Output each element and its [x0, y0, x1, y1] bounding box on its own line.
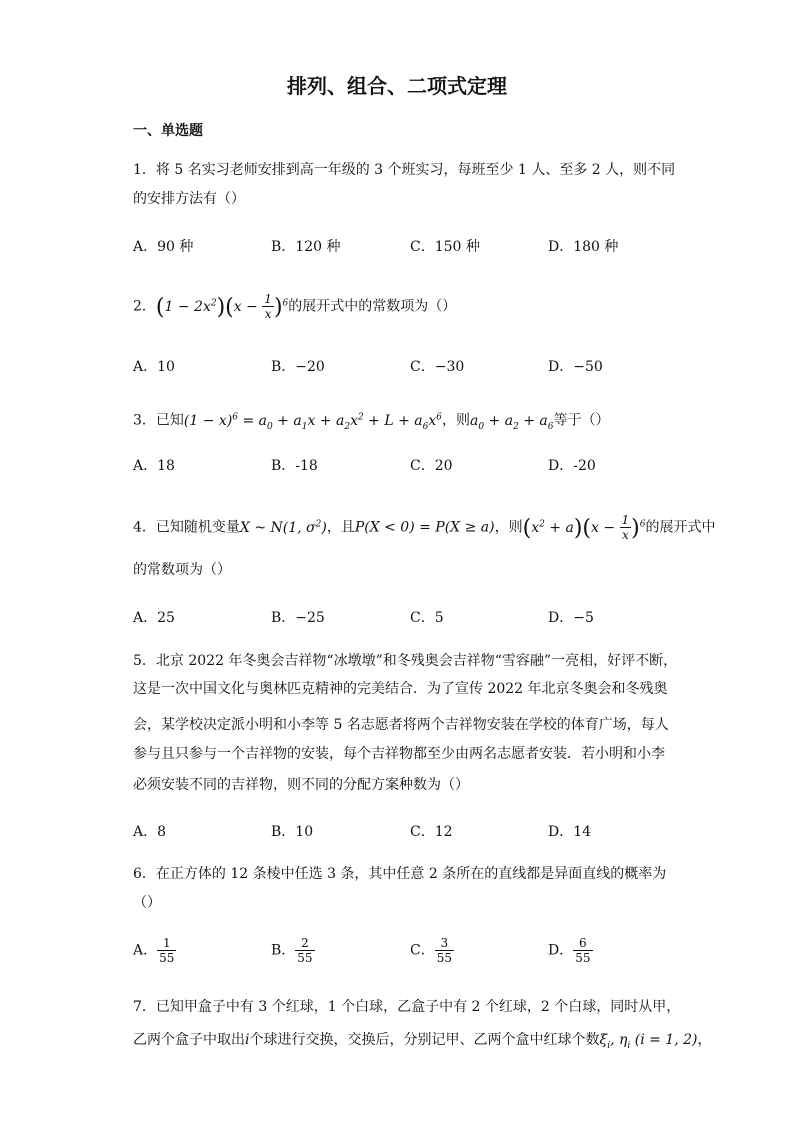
- q4-option-a: A．25: [133, 610, 175, 626]
- q6-option-b-numerator: 2: [295, 936, 314, 951]
- q2-option-c: C．−30: [410, 359, 465, 375]
- q6-option-b: [271, 936, 315, 965]
- question-5-line-2: 这是一次中国文化与奥林匹克精神的完美结合．为了宣传 2022 年北京冬奥会和冬残奥: [133, 681, 668, 697]
- q2-option-d: D．−50: [548, 359, 603, 375]
- q1-option-b: B．120 种: [271, 239, 341, 255]
- question-3: [133, 404, 610, 439]
- question-1-line-2: 的安排方法有（）: [133, 191, 245, 207]
- q2-prefix: 2．: [133, 298, 156, 315]
- q3-mid: ，则: [441, 412, 470, 429]
- q6-option-d-numerator: 6: [573, 936, 592, 951]
- question-2: [133, 290, 456, 321]
- q4-distribution: X ~ N(1, $\sigma^2$): [239, 519, 327, 536]
- q4-prefix: 4．已知随机变量: [133, 519, 240, 536]
- page-title: 排列、组合、二项式定理: [287, 74, 507, 98]
- q7-variables: $\xi_i$, $\eta_i$ (i = 1, 2): [599, 1032, 698, 1051]
- q7-line-2a: 乙两个盒子中取出: [133, 1032, 245, 1048]
- q7-line-2b: 个球进行交换，交换后，分别记甲、乙两个盒中红球个数: [249, 1032, 600, 1048]
- q6-option-a-label: A．: [133, 942, 158, 959]
- question-4-line-2: 的常数项为（）: [133, 562, 231, 578]
- q5-option-c: C．12: [410, 824, 453, 840]
- question-5-line-3: 会，某学校决定派小明和小李等 5 名志愿者将两个吉祥物安装在学校的体育广场，每人: [133, 717, 669, 733]
- q7-variable-i: i: [245, 1032, 250, 1048]
- q6-option-c: [410, 936, 454, 965]
- q6-option-c-label: C．: [410, 942, 435, 959]
- q6-option-a-numerator: 1: [157, 936, 176, 951]
- q7-line-2c: ，: [697, 1032, 712, 1048]
- q3-suffix: 等于（）: [553, 412, 610, 429]
- q6-option-b-label: B．: [271, 942, 296, 959]
- q4-probability: P(X < 0) = P(X ≥ a): [354, 519, 495, 536]
- q2-option-a: A．10: [133, 359, 175, 375]
- q6-option-b-fraction: [295, 936, 314, 965]
- question-1-line-1: 1．将 5 名实习老师安排到高一年级的 3 个班实习，每班至少 1 人、至多 2 人，则不同: [133, 162, 676, 178]
- q6-option-c-denominator: 55: [436, 951, 452, 965]
- q6-option-a-denominator: 55: [159, 951, 175, 965]
- q5-option-d: D．14: [548, 824, 592, 840]
- q6-option-c-fraction: [435, 936, 454, 965]
- q6-option-d-label: D．: [548, 942, 574, 959]
- q4-suffix: 的展开式中: [645, 519, 716, 536]
- q4-option-d: D．−5: [548, 610, 594, 626]
- q5-option-a: A．8: [133, 824, 167, 840]
- question-4-line-1: [133, 511, 715, 542]
- q3-option-b: B．-18: [271, 458, 318, 474]
- q6-option-c-numerator: 3: [435, 936, 454, 951]
- q3-option-a: A．18: [133, 458, 175, 474]
- q4-option-b: B．−25: [271, 610, 325, 626]
- q2-option-b: B．−20: [271, 359, 325, 375]
- q6-option-a: [133, 936, 176, 965]
- q2-suffix: 的展开式中的常数项为（）: [288, 298, 457, 315]
- q6-option-b-denominator: 55: [297, 951, 313, 965]
- q6-option-d-fraction: [573, 936, 592, 965]
- question-5-line-5: 必须安装不同的吉祥物，则不同的分配方案种数为（）: [133, 777, 469, 793]
- question-5-line-1: 5．北京 2022 年冬奥会吉祥物“冰墩墩”和冬残奥会吉祥物“雪容融”一亮相，好评不断，: [133, 653, 678, 669]
- q1-option-a: A．90 种: [133, 239, 194, 255]
- question-5-line-4: 参与且只参与一个吉祥物的安装，每个吉祥物都至少由两名志愿者安装．若小明和小李: [133, 746, 665, 762]
- q1-option-c: C．150 种: [410, 239, 480, 255]
- q3-formula: $(1 - x)^6 = a_0 + a_1x + a_2x^2 + L + a_6x^6$: [183, 412, 442, 432]
- q3-sum: $a_0 + a_2 + a_6$: [469, 412, 554, 432]
- section-heading: 一、单选题: [133, 123, 203, 139]
- q3-option-d: D．-20: [548, 458, 596, 474]
- q4-mid-1: ，且: [326, 519, 355, 536]
- q4-mid-2: ，则: [494, 519, 523, 536]
- q6-option-d-denominator: 55: [575, 951, 591, 965]
- question-7-line-2: [133, 1027, 711, 1059]
- q4-formula: $(x^2 + a)(x$ − $\frac{1}{x}$ )$^6$: [522, 513, 646, 543]
- q5-option-b: B．10: [271, 824, 314, 840]
- q1-option-d: D．180 种: [548, 239, 619, 255]
- q3-option-c: C．20: [410, 458, 453, 474]
- q4-option-c: C．5: [410, 610, 444, 626]
- q3-prefix: 3．已知: [133, 412, 184, 429]
- q2-formula: $(1 - 2x^2)(x$ − $\frac{1}{x}$ )$^6$: [155, 292, 289, 322]
- question-7-line-1: 7．已知甲盒子中有 3 个红球，1 个白球，乙盒子中有 2 个红球，2 个白球，同时从甲，: [133, 999, 681, 1015]
- question-6-line-2: （）: [133, 895, 161, 911]
- q6-option-d: [548, 936, 593, 965]
- q6-option-a-fraction: [157, 936, 176, 965]
- question-6-line-1: 6．在正方体的 12 条棱中任选 3 条，其中任意 2 条所在的直线都是异面直线的概率为: [133, 866, 667, 882]
